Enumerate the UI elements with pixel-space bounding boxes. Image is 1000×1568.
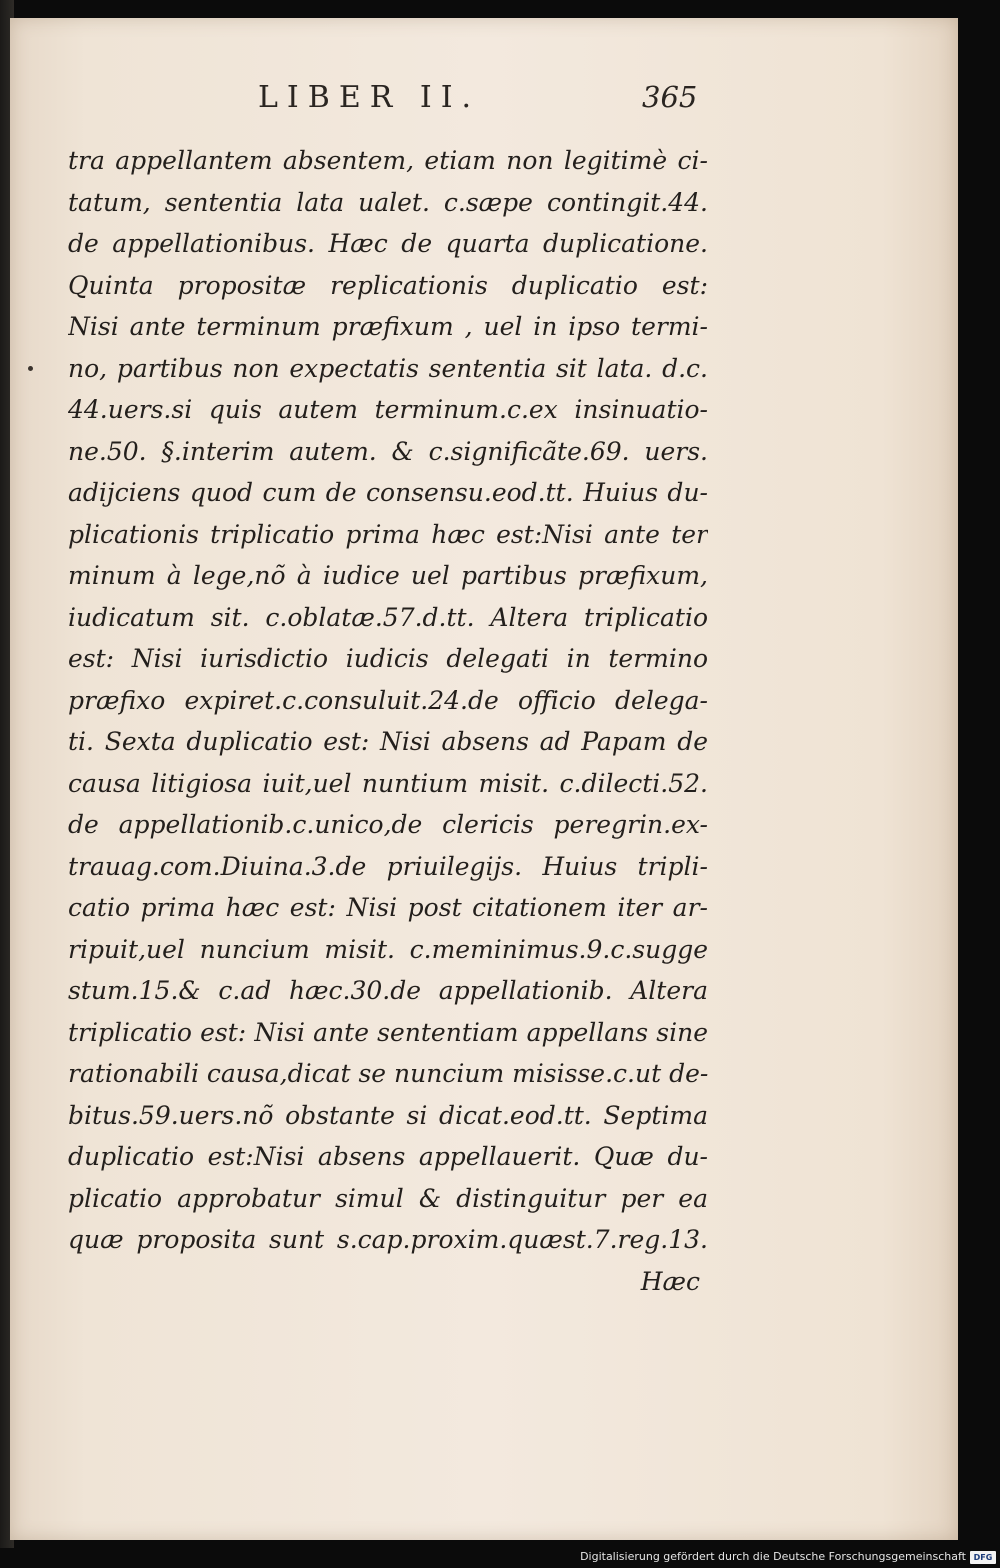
text-line: rationabili causa,dicat se nuncium misisse.c.ut de- xyxy=(68,1059,708,1088)
catchword: Hæc xyxy=(640,1266,700,1296)
text-line: trauag.com.Diuina.3.de priuilegijs. Huius tripli- xyxy=(68,851,708,881)
text-line: præfixo expiret.c.consuluit.24.de officio delega- xyxy=(68,685,708,715)
text-line: bitus.59.uers.nõ obstante si dicat.eod.tt. Septima xyxy=(68,1100,708,1130)
text-line: quæ proposita sunt s.cap.proxim.quæst.7.reg.13. xyxy=(68,1225,708,1254)
margin-mark xyxy=(28,366,33,371)
text-line: de appellationibus. Hæc de quarta duplicatione. xyxy=(68,229,708,258)
text-line: stum.15.& c.ad hæc.30.de appellationib. Altera xyxy=(68,976,708,1005)
funding-credit: Digitalisierung gefördert durch die Deutsche Forschungsgemeinschaft xyxy=(580,1550,966,1563)
text-line: catio prima hæc est: Nisi post citationem iter ar- xyxy=(68,893,708,922)
text-line: Nisi ante terminum præfixum , uel in ipso termi- xyxy=(68,312,708,341)
body-text xyxy=(68,140,708,1302)
text-line: iudicatum sit. c.oblatæ.57.d.tt. Altera triplicatio xyxy=(68,602,708,632)
running-head xyxy=(10,80,958,120)
text-line: plicatio approbatur simul & distinguitur per ea xyxy=(68,1183,708,1213)
text-line: 44.uers.si quis autem terminum.c.ex insinuatio- xyxy=(68,395,708,424)
text-line: ripuit,uel nuncium misit. c.meminimus.9.c.sugge xyxy=(68,934,708,964)
text-line: minum à lege,nõ à iudice uel partibus præfixum, xyxy=(68,561,708,590)
text-line: est: Nisi iurisdictio iudicis delegati in termino xyxy=(68,644,708,673)
text-line: tra appellantem absentem, etiam non legitimè ci- xyxy=(68,146,708,175)
text-line: Quinta propositæ replicationis duplicatio est: xyxy=(68,270,708,300)
catchword-line xyxy=(68,1261,708,1303)
text-line: adijciens quod cum de consensu.eod.tt. Huius du- xyxy=(68,478,708,507)
text-line: ne.50. §.interim autem. & c.significãte.69. uers. xyxy=(68,436,708,466)
dfg-logo: DFG xyxy=(970,1551,996,1564)
text-line: tatum, sententia lata ualet. c.sæpe contingit.44. xyxy=(68,187,708,217)
text-line: triplicatio est: Nisi ante sententiam appellans sine xyxy=(68,1017,708,1047)
text-line: causa litigiosa iuit,uel nuntium misit. c.dilecti.52. xyxy=(68,768,708,798)
text-line: no, partibus non expectatis sententia sit lata. d.c. xyxy=(68,353,708,383)
book-page xyxy=(10,18,958,1540)
running-title: LIBER II. xyxy=(258,80,481,115)
text-line: duplicatio est:Nisi absens appellauerit. Quæ du- xyxy=(68,1142,708,1171)
footer-bar xyxy=(0,1548,1000,1568)
text-line: de appellationib.c.unico,de clericis peregrin.ex- xyxy=(68,810,708,839)
text-line: ti. Sexta duplicatio est: Nisi absens ad Papam de xyxy=(68,727,708,756)
page-number: 365 xyxy=(642,80,698,114)
text-line: plicationis triplicatio prima hæc est:Nisi ante ter xyxy=(68,519,708,549)
